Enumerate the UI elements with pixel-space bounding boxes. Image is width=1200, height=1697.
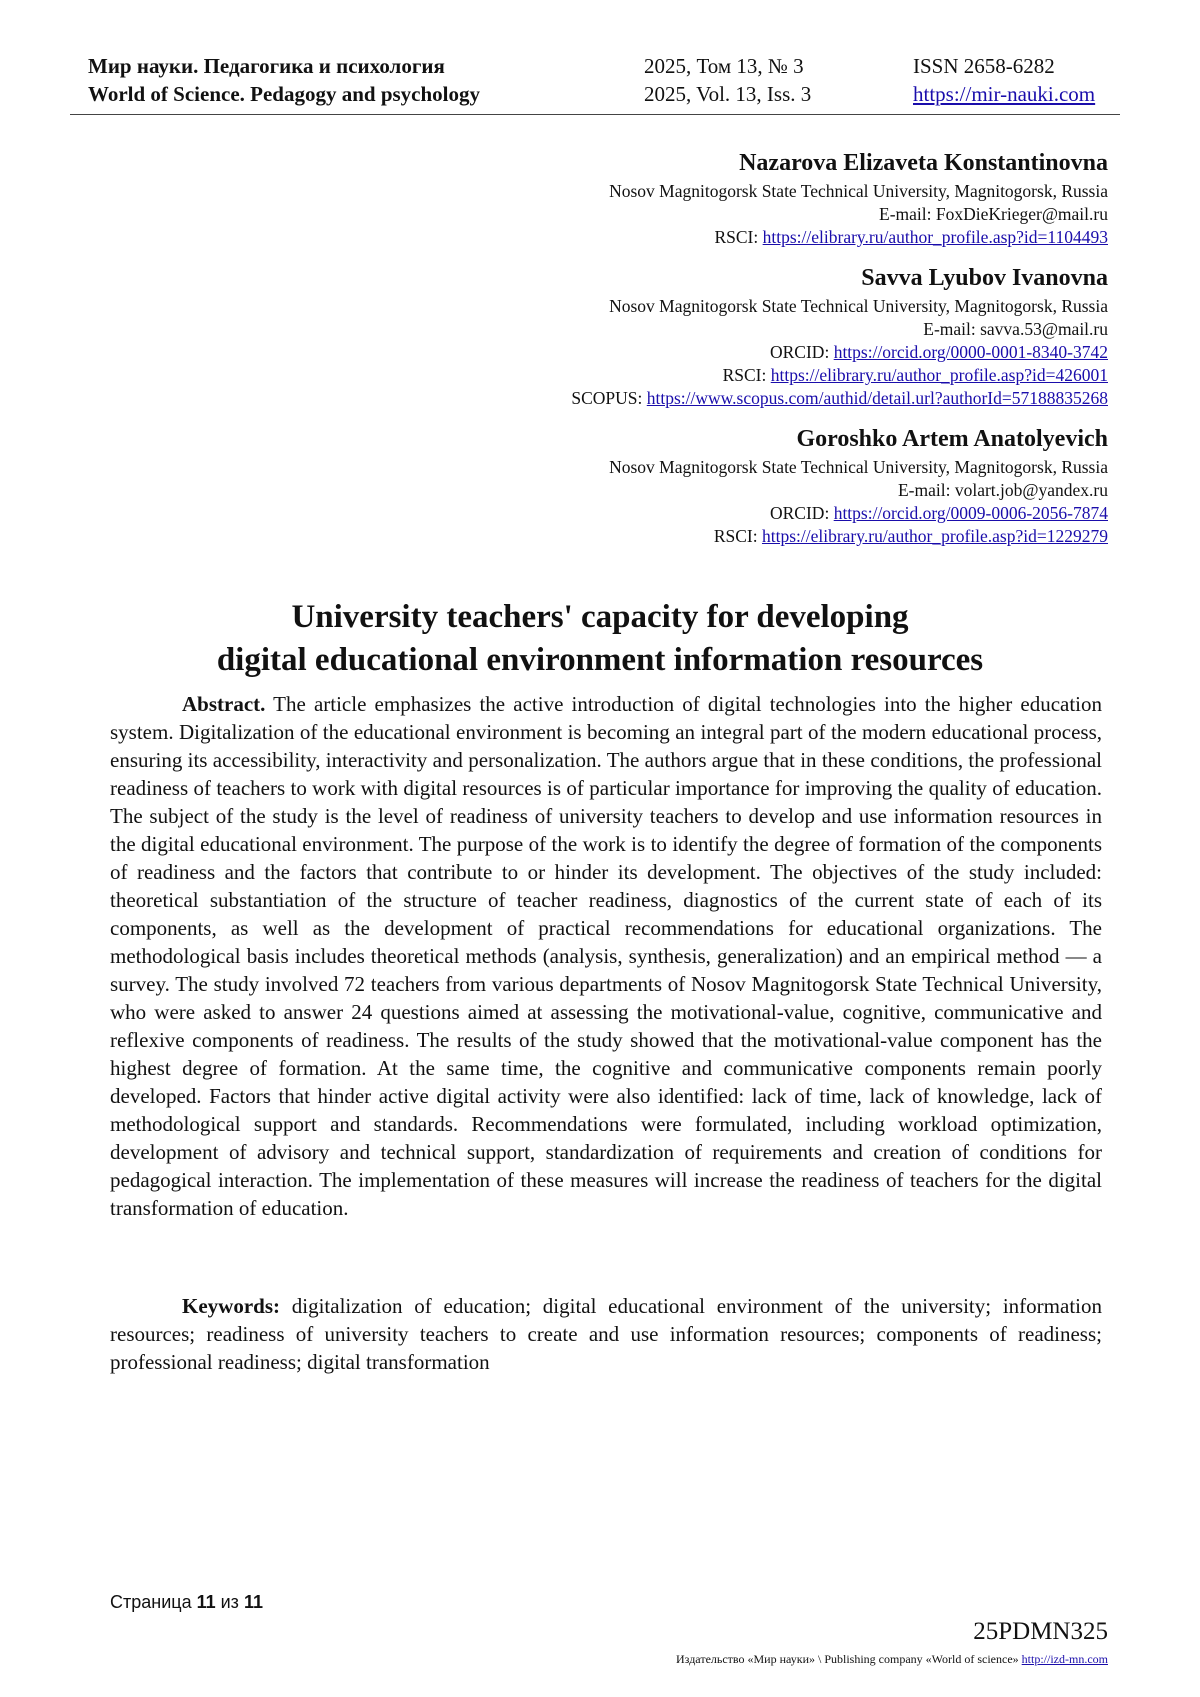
author-orcid (308, 502, 1108, 525)
rsci-link[interactable]: https://elibrary.ru/author_profile.asp?id=1229279 (761, 526, 1108, 546)
author-affiliation: Nosov Magnitogorsk State Technical University, Magnitogorsk, Russia (609, 296, 1108, 316)
author-3 (308, 422, 1108, 548)
publisher-link[interactable]: http://izd-mn.com (1021, 1652, 1108, 1666)
page-mid: из (215, 1592, 244, 1612)
publisher-text: Издательство «Мир науки» \ Publishing company «World of science» (676, 1652, 1022, 1666)
header-row-ru (88, 52, 1120, 80)
abstract (110, 690, 1102, 1222)
author-affiliation: Nosov Magnitogorsk State Technical University, Magnitogorsk, Russia (609, 457, 1108, 477)
author-name: Savva Lyubov Ivanovna (861, 265, 1108, 291)
rsci-link[interactable]: https://elibrary.ru/author_profile.asp?id=426001 (770, 365, 1108, 385)
orcid-label: ORCID: (770, 342, 834, 362)
header-row-en (88, 80, 1120, 108)
author-rsci (308, 226, 1108, 249)
publisher-line (676, 1652, 1108, 1667)
author-block (308, 146, 1108, 560)
page-prefix: Страница (110, 1592, 197, 1612)
author-2 (308, 261, 1108, 410)
header-divider (70, 114, 1120, 115)
journal-site-link[interactable]: https://mir-nauki.com (913, 82, 1096, 106)
paper-title (100, 596, 1100, 682)
rsci-label: RSCI: (714, 227, 763, 247)
author-rsci (308, 525, 1108, 548)
journal-header (88, 52, 1120, 112)
author-email: E-mail: FoxDieKrieger@mail.ru (879, 204, 1108, 224)
orcid-link[interactable]: https://orcid.org/0000-0001-8340-3742 (833, 342, 1108, 362)
page-number (110, 1592, 263, 1613)
author-affiliation: Nosov Magnitogorsk State Technical University, Magnitogorsk, Russia (609, 181, 1108, 201)
scopus-label: SCOPUS: (571, 388, 647, 408)
keywords (110, 1292, 1102, 1376)
article-code: 25PDMN325 (973, 1618, 1108, 1645)
author-1 (308, 146, 1108, 249)
abstract-label: Abstract. (182, 692, 266, 716)
journal-name-en: World of Science. Pedagogy and psychology (88, 82, 481, 106)
journal-name-ru: Мир науки. Педагогика и психология (88, 54, 445, 78)
author-email: E-mail: savva.53@mail.ru (923, 319, 1108, 339)
issue-en: 2025, Vol. 13, Iss. 3 (644, 82, 812, 106)
scopus-link[interactable]: https://www.scopus.com/authid/detail.url?authorId=57188835268 (646, 388, 1108, 408)
author-orcid (308, 341, 1108, 364)
issue-ru: 2025, Том 13, № 3 (644, 54, 804, 78)
author-rsci (308, 364, 1108, 387)
keywords-label: Keywords: (182, 1294, 280, 1318)
rsci-label: RSCI: (722, 365, 771, 385)
orcid-label: ORCID: (770, 503, 834, 523)
issn: ISSN 2658-6282 (913, 54, 1055, 78)
title-line-2: digital educational environment information resources (216, 642, 984, 678)
rsci-label: RSCI: (713, 526, 762, 546)
keywords-text: digitalization of education; digital educational environment of the university; information resources; readiness of university teachers to create and use information resources; components of readiness; professional readiness; digital transformation (110, 1294, 1102, 1374)
orcid-link[interactable]: https://orcid.org/0009-0006-2056-7874 (833, 503, 1108, 523)
author-name: Goroshko Artem Anatolyevich (796, 426, 1108, 452)
title-line-1: University teachers' capacity for developing (291, 599, 909, 635)
rsci-link[interactable]: https://elibrary.ru/author_profile.asp?id=1104493 (762, 227, 1108, 247)
author-email: E-mail: volart.job@yandex.ru (897, 480, 1108, 500)
author-name: Nazarova Elizaveta Konstantinovna (739, 150, 1108, 176)
author-scopus (308, 387, 1108, 410)
page-current: 11 (196, 1592, 216, 1612)
page-total: 11 (243, 1592, 263, 1612)
abstract-text: The article emphasizes the active introduction of digital technologies into the higher education system. Digitalization of the educational environment is becoming an integral part of the modern educational process, ensuring its accessibility, interactivity and personalization. The authors argue that in these conditions, the professional readiness of teachers to work with digital resources is of particular importance for improving the quality of education. The subject of the study is the level of readiness of university teachers to develop and use information resources in the digital educational environment. The purpose of the work is to identify the degree of formation of the components of readiness and the factors that contribute to or hinder its development. The objectives of the study included: theoretical substantiation of the structure of teacher readiness, diagnostics of the current state of each of its components, as well as the development of practical recommendations for educational organizations. The methodological basis includes theoretical methods (analysis, synthesis, generalization) and an empirical method — a survey. The study involved 72 teachers from various departments of Nosov Magnitogorsk State Technical University, who were asked to answer 24 questions aimed at assessing the motivational-value, cognitive, communicative and reflexive components of readiness. The results of the study showed that the motivational-value component has the highest degree of formation. At the same time, the cognitive and communicative components remain poorly developed. Factors that hinder active digital activity were also identified: lack of time, lack of knowledge, lack of methodological support and standards. Recommendations were formulated, including workload optimization, development of advisory and technical support, standardization of requirements and creation of conditions for pedagogical interaction. The implementation of these measures will increase the readiness of teachers for the digital transformation of education. (110, 692, 1102, 1220)
